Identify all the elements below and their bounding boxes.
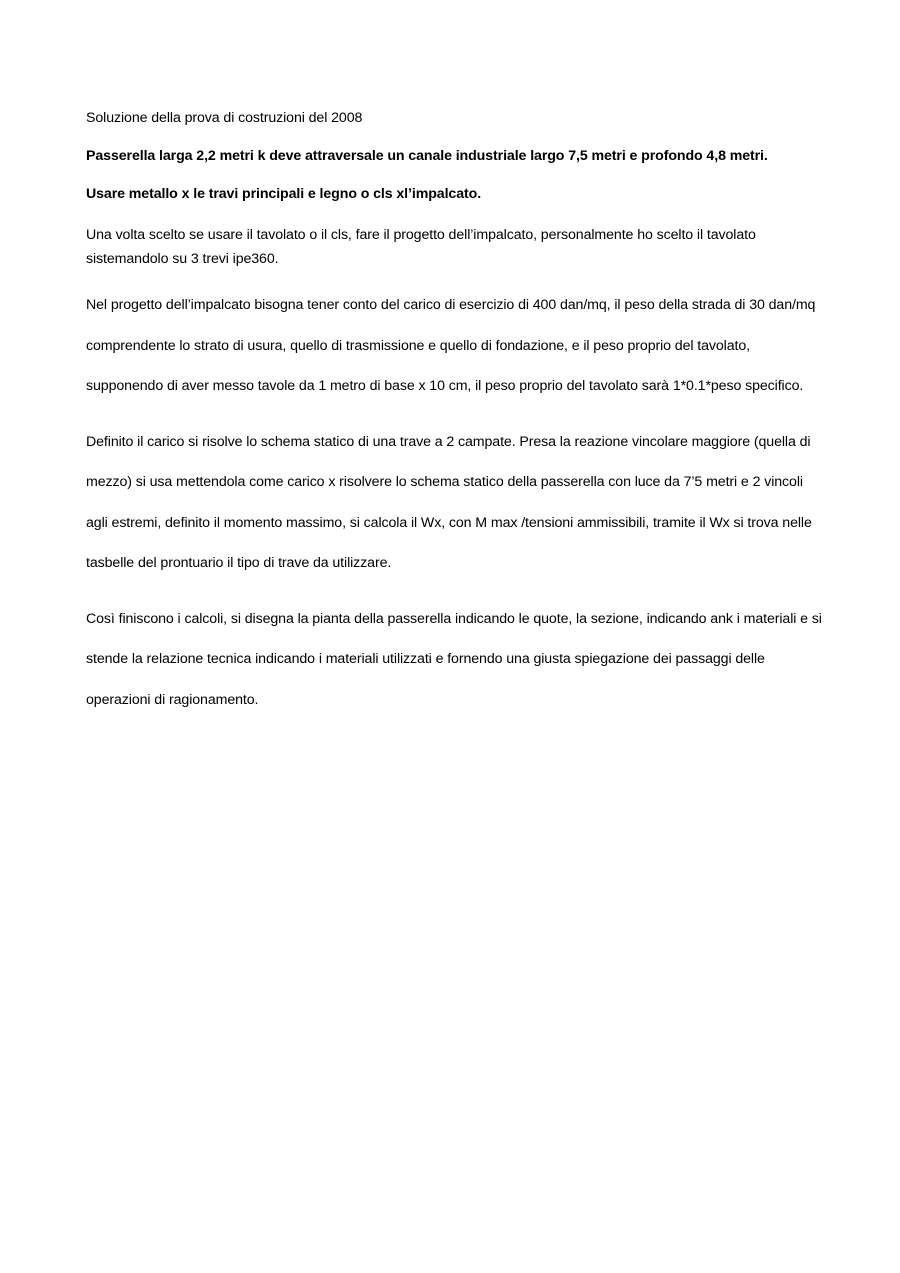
- paragraph-1: Una volta scelto se usare il tavolato o il cls, fare il progetto dell’impalcato, personalmente ho scelto il tavolato sistemandolo su 3 trevi ipe360.: [86, 227, 756, 267]
- document-title: Soluzione della prova di costruzioni del 2008: [86, 110, 363, 126]
- paragraph-2: Nel progetto dell’impalcato bisogna tener conto del carico di esercizio di 400 dan/mq, il peso della strada di 30 dan/mq comprendente lo strato di usura, quello di trasmissione e quello di fondazione, e il peso proprio del tavolato, supponendo di aver messo tavole da 1 metro di base x 10 cm, il peso proprio del tavolato sarà 1*0.1*peso specifico.: [86, 297, 816, 394]
- bold-line-1: Passerella larga 2,2 metri k deve attraversale un canale industriale largo 7,5 metri e profondo 4,8 metri.: [86, 148, 768, 164]
- document-body: [86, 108, 826, 720]
- bold-line-2: Usare metallo x le travi principali e legno o cls xl’impalcato.: [86, 186, 482, 202]
- paragraph-3: Definito il carico si risolve lo schema statico di una trave a 2 campate. Presa la reazione vincolare maggiore (quella di mezzo) si usa mettendola come carico x risolvere lo schema statico della passerella con luce da 7’5 metri e 2 vincoli agli estremi, definito il momento massimo, si calcola il Wx, con M max /tensioni ammissibili, tramite il Wx si trova nelle tasbelle del prontuario il tipo di trave da utilizzare.: [86, 433, 812, 571]
- paragraph-4: Così finiscono i calcoli, si disegna la pianta della passerella indicando le quote, la sezione, indicando ank i materiali e si stende la relazione tecnica indicando i materiali utilizzati e fornendo una giusta spiegazione dei passaggi delle operazioni di ragionamento.: [86, 610, 822, 708]
